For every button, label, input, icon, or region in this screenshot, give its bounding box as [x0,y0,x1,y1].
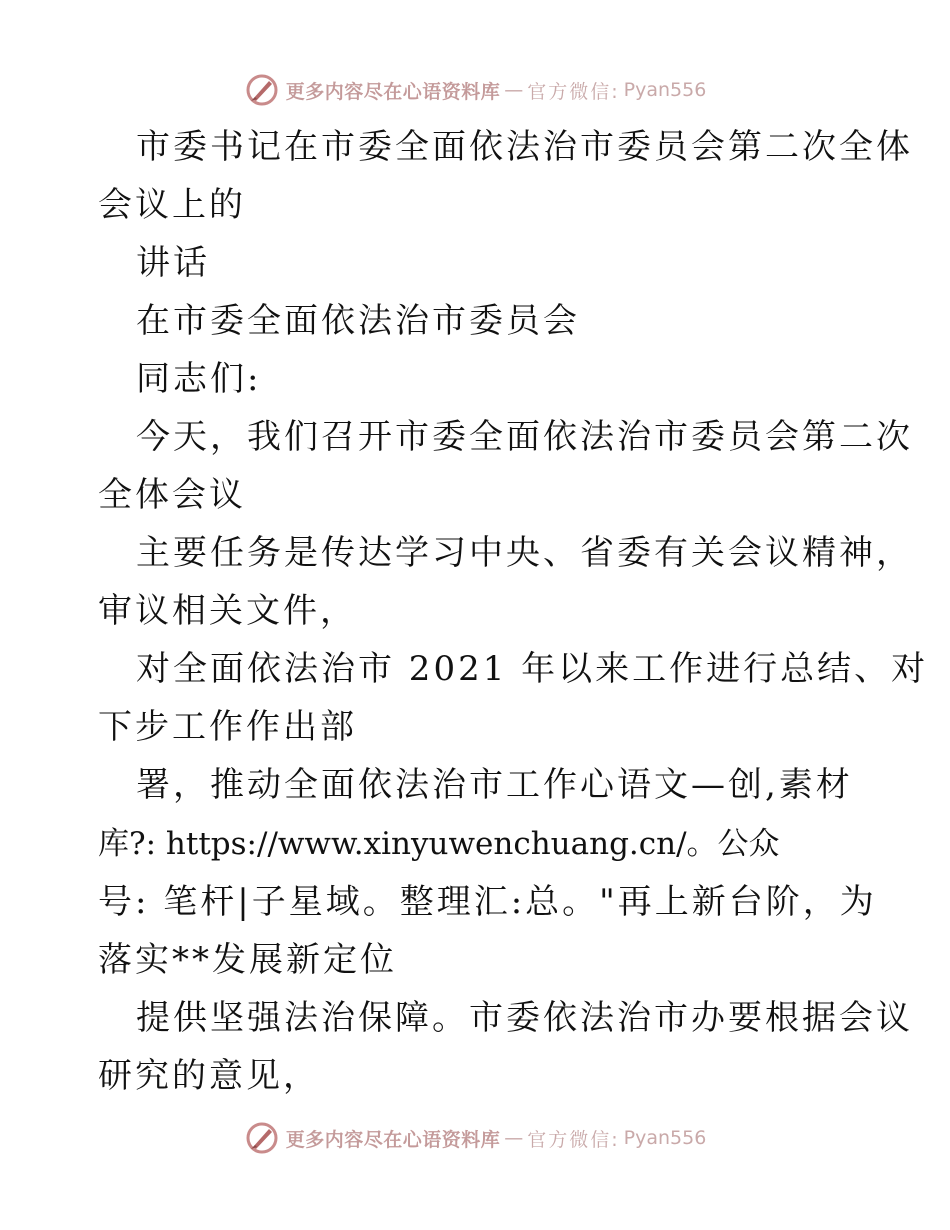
footer-watermark [0,1118,950,1158]
doc-line-1: 市委书记在市委全面依法治市委员会第二次全体 [136,127,913,167]
doc-line-15: 落实**发展新定位 [98,940,397,980]
doc-line-2: 会议上的 [98,185,246,225]
doc-line-12: 署，推动全面依法治市工作心语文—创,素材 [136,765,853,805]
doc-line-7: 全体会议 [98,475,246,515]
doc-line-9: 审议相关文件， [98,591,357,631]
watermark-promo-text: 更多内容尽在心语资料库 [285,1128,501,1151]
doc-line-10: 对全面依法治市 2021 年以来工作进行总结、对 [136,649,929,689]
header-watermark [0,70,950,110]
watermark-account: Pyan556 [623,79,707,101]
doc-line-5: 同志们: [136,359,262,399]
doc-line-4: 在市委全面依法治市委员会 [136,301,580,341]
doc-line-8: 主要任务是传达学习中央、省委有关会议精神， [136,533,913,573]
watermark-dash: — [504,79,524,101]
quill-pen-logo-icon [244,1120,280,1156]
doc-line-13 [98,814,873,873]
doc-line-3: 讲话 [136,243,210,283]
doc-line-11: 下步工作作出部 [98,707,357,747]
watermark-wechat-label: 官方微信: [527,80,620,103]
doc-line-16: 提供坚强法治保障。市委依法治市办要根据会议 [136,998,913,1038]
watermark-promo-text: 更多内容尽在心语资料库 [285,80,501,103]
doc-line-17: 研究的意见， [98,1056,320,1096]
watermark-dash: — [504,1127,524,1149]
doc-line-6: 今天，我们召开市委全面依法治市委员会第二次 [136,417,913,457]
doc-line-14: 号: 笔杆|子星域。整理汇:总。"再上新台阶，为 [98,882,877,922]
document-body [98,118,929,1105]
watermark-account: Pyan556 [623,1127,707,1149]
quill-pen-logo-icon [244,72,280,108]
doc-line-13-text: 库?: https://www.xinyuwenchuang.cn/。公众 [98,826,780,862]
watermark-wechat-label: 官方微信: [527,1128,620,1151]
